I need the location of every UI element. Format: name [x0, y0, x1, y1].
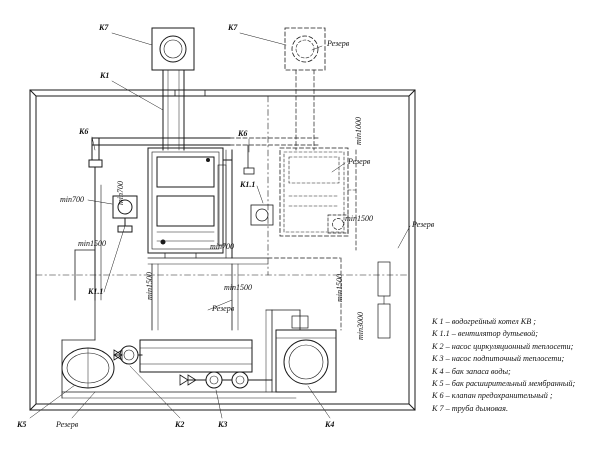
callout-k3: К3 — [218, 420, 228, 429]
callout-k11-b: К1.1 — [88, 287, 104, 296]
legend-item-k4: К 4 – бак запаса воды; — [432, 366, 511, 376]
callout-min700-a: min700 — [60, 195, 84, 204]
legend — [432, 316, 575, 415]
callout-min1500-d: min1500 — [224, 283, 252, 292]
callout-min1000: min1000 — [354, 117, 363, 145]
callout-reserv-3: Резерв — [412, 220, 435, 229]
legend-item-k11: К 1.1 – вентилятор дутьевой; — [432, 329, 538, 339]
callout-reserv-2: Резерв — [348, 157, 371, 166]
legend-item-k1: К 1 – водогрейный котел КВ ; — [432, 317, 536, 326]
callout-min3000: min3000 — [356, 312, 365, 340]
callout-min700-c: min700 — [210, 242, 234, 251]
callout-k7-left: К7 — [99, 23, 109, 32]
callout-k7-right: К7 — [228, 23, 238, 32]
legend-item-k5: К 5 – бак расширительный мембранный; — [432, 379, 576, 389]
legend-item-k3: К 3 – насос подпиточный теплосети; — [432, 354, 565, 364]
callout-k4: К4 — [325, 420, 335, 429]
legend-item-k7: К 7 – труба дымовая. — [432, 403, 509, 413]
callout-min1500-c: min1500 — [145, 272, 154, 300]
callout-k2: К2 — [175, 420, 185, 429]
callout-k1: К1 — [100, 71, 110, 80]
callout-reserv-4: Резерв — [212, 304, 235, 313]
legend-item-k6: К 6 – клапан предохранительный ; — [432, 391, 553, 401]
callout-reserv-5: Резерв — [56, 420, 79, 429]
callout-k6-right: К6 — [238, 129, 248, 138]
callout-k11-a: К1.1 — [240, 180, 256, 189]
callout-k5: К5 — [17, 420, 27, 429]
legend-item-k2: К 2 – насос циркуляционный теплосети; — [432, 341, 574, 351]
callout-min1500-e: min1500 — [335, 274, 344, 302]
callout-k6-left: К6 — [79, 127, 89, 136]
callout-min700-b: min700 — [116, 181, 125, 205]
callout-min1500-a: min1500 — [345, 214, 373, 223]
callout-reserv-1: Резерв — [327, 39, 350, 48]
callout-min1500-b: min1500 — [78, 239, 106, 248]
